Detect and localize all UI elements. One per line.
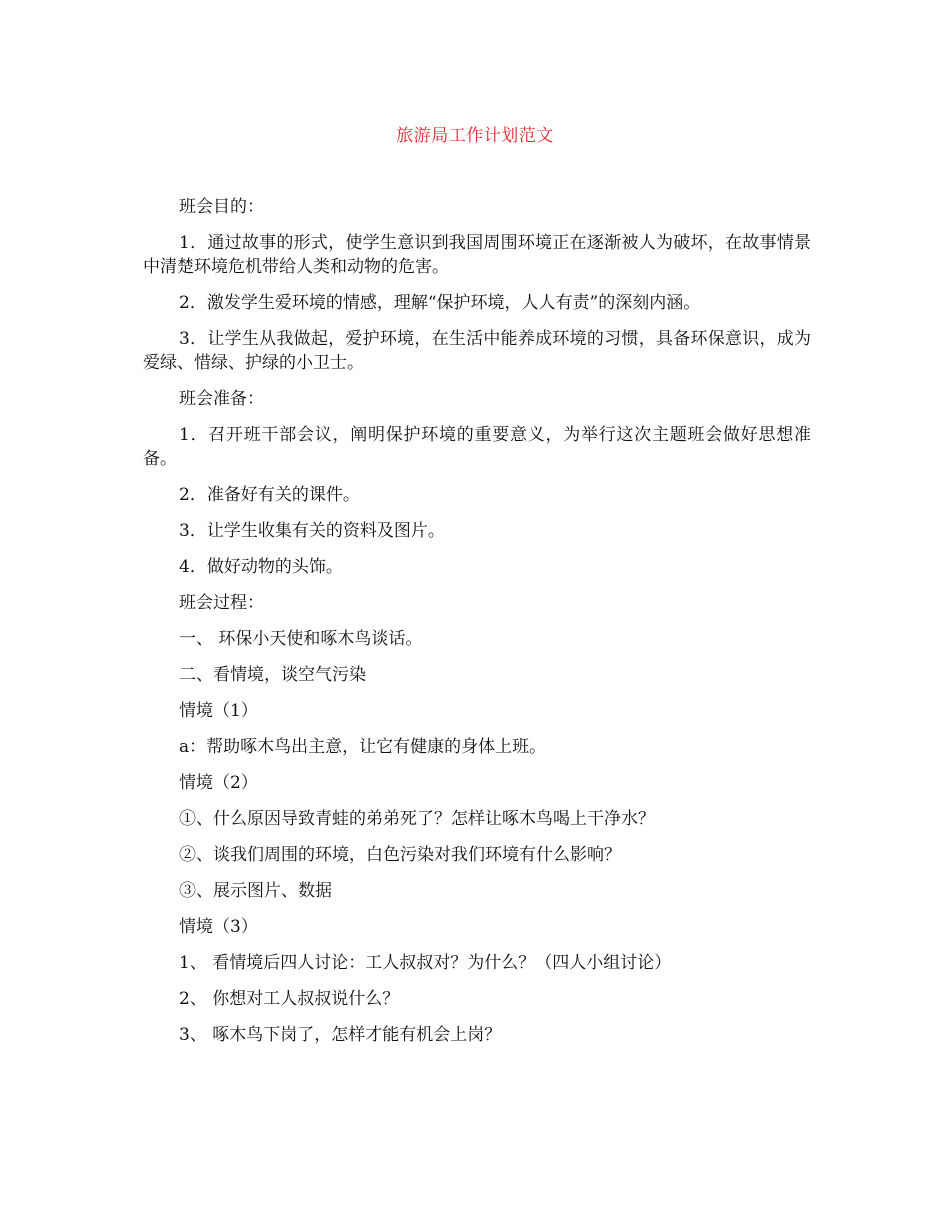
paragraph: 班会过程： [179,593,264,613]
paragraph: 2．激发学生爱环境的情感，理解“保护环境，人人有责”的深刻内涵。 [179,293,701,313]
paragraph: 1、 看情境后四人讨论：工人叔叔对？为什么？（四人小组讨论） [179,953,672,973]
document-body [143,195,811,1059]
paragraph: 3、 啄木鸟下岗了，怎样才能有机会上岗？ [179,1025,502,1045]
paragraph: 2、 你想对工人叔叔说什么？ [179,989,400,1009]
paragraph: 二、看情境，谈空气污染 [179,665,366,685]
paragraph: 1．召开班干部会议，阐明保护环境的重要意义，为举行这次主题班会做好思想准备。 [143,425,811,469]
paragraph: 3．让学生收集有关的资料及图片。 [179,521,445,541]
paragraph: 3．让学生从我做起，爱护环境，在生活中能养成环境的习惯，具备环保意识，成为爱绿、惜绿、护绿的小卫士。 [143,329,811,373]
paragraph: 4．做好动物的头饰。 [179,557,343,577]
paragraph: a：帮助啄木鸟出主意，让它有健康的身体上班。 [179,737,547,757]
paragraph: 情境（1） [179,701,258,721]
paragraph: ③、展示图片、数据 [179,881,332,901]
paragraph: 班会目的： [179,197,264,217]
paragraph: 2．准备好有关的课件。 [179,485,360,505]
paragraph: 班会准备： [179,389,264,409]
paragraph: 一、 环保小天使和啄木鸟谈话。 [179,629,423,649]
paragraph: ②、谈我们周围的环境，白色污染对我们环境有什么影响？ [179,845,621,865]
paragraph: 情境（2） [179,773,258,793]
paragraph: ①、什么原因导致青蛙的弟弟死了？怎样让啄木鸟喝上干净水？ [179,809,655,829]
document-title: 旅游局工作计划范文 [396,126,554,146]
paragraph: 1．通过故事的形式，使学生意识到我国周围环境正在逐渐被人为破坏，在故事情景中清楚环境危机带给人类和动物的危害。 [143,233,811,277]
paragraph: 情境（3） [179,917,258,937]
